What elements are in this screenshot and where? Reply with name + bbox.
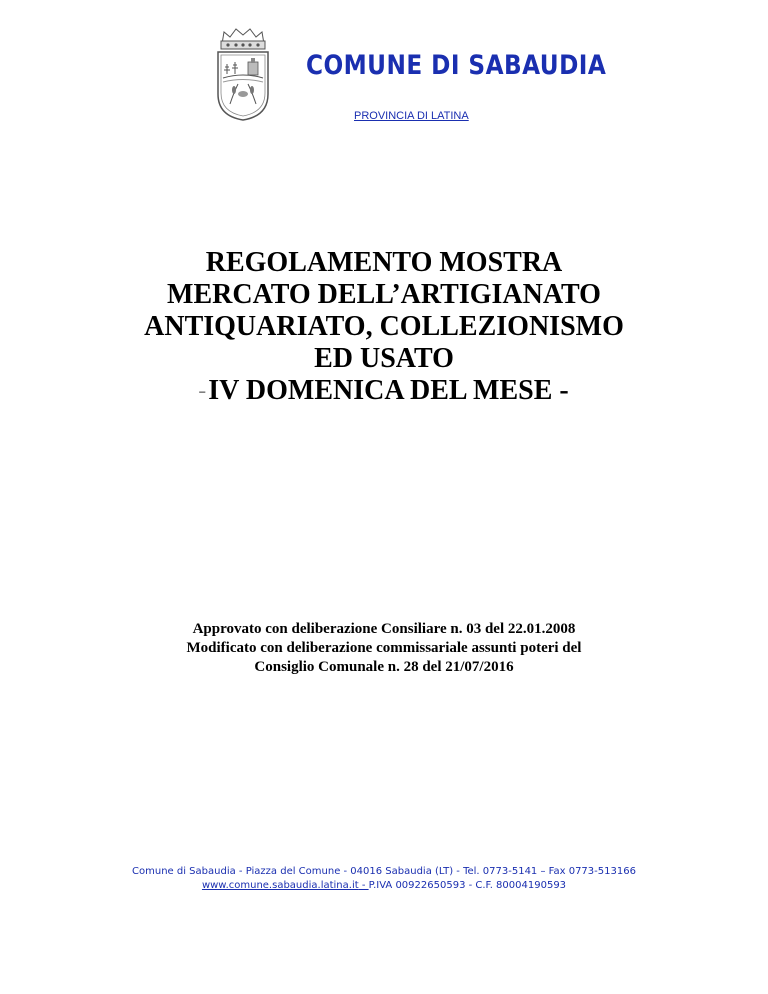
municipal-crest-icon xyxy=(212,22,274,122)
title-line-1: REGOLAMENTO MOSTRA xyxy=(205,247,563,278)
title-line-5 xyxy=(0,375,768,407)
document-title xyxy=(0,247,768,407)
approval-notes xyxy=(0,620,768,677)
organization-name: COMUNE DI SABAUDIA xyxy=(306,50,607,81)
title-dash: – xyxy=(199,384,206,398)
approval-line-2: Modificato con deliberazione commissariale assunti poteri del xyxy=(186,640,582,656)
title-line-3: ANTIQUARIATO, COLLEZIONISMO xyxy=(144,311,624,342)
title-line-5-text: IV DOMENICA DEL MESE - xyxy=(208,375,569,406)
title-line-4: ED USATO xyxy=(314,343,454,374)
province-label: PROVINCIA DI LATINA xyxy=(354,110,469,122)
approval-line-3: Consiglio Comunale n. 28 del 21/07/2016 xyxy=(254,659,514,675)
website-link[interactable]: www.comune.sabaudia.latina.it xyxy=(201,880,359,891)
footer-tax-ids: P.IVA 00922650593 - C.F. 80004190593 xyxy=(368,880,567,891)
title-line-2: MERCATO DELL’ARTIGIANATO xyxy=(167,279,601,310)
footer-separator: - xyxy=(358,880,369,891)
footer-ids-line xyxy=(0,879,768,893)
footer-address: Comune di Sabaudia - Piazza del Comune - 04016 Sabaudia (LT) - Tel. 0773-5141 – Fax 0773-513166 xyxy=(132,866,636,877)
page-footer xyxy=(0,865,768,893)
approval-line-1: Approvato con deliberazione Consiliare n. 03 del 22.01.2008 xyxy=(192,621,576,637)
